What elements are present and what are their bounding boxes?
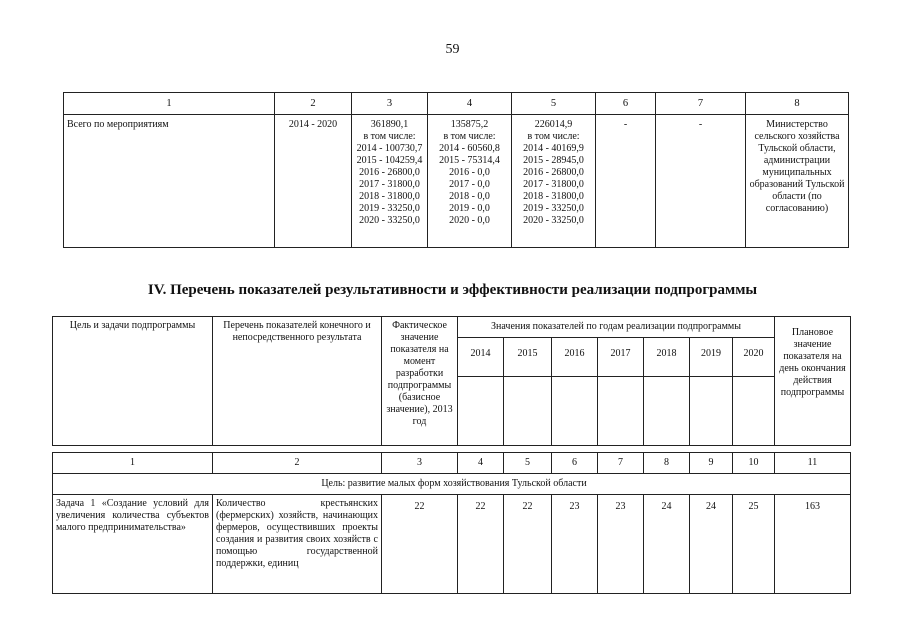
header-gap — [53, 446, 851, 453]
fin-intro: в том числе: — [527, 131, 580, 142]
col-number: 4 — [458, 453, 504, 474]
fin-year-line: 2020 - 33250,0 — [359, 215, 420, 226]
col-number: 8 — [644, 453, 690, 474]
fin-year-line: 2019 - 33250,0 — [359, 203, 420, 214]
fin-year-line: 2014 - 40169,9 — [523, 143, 584, 154]
fin-year-line: 2016 - 0,0 — [449, 167, 490, 178]
column-number-row — [64, 93, 849, 115]
fin-intro: в том числе: — [443, 131, 496, 142]
year-fill — [733, 377, 775, 446]
financing-regional — [512, 115, 596, 248]
fin-total-value: 361890,1 — [370, 119, 409, 130]
col-number: 6 — [552, 453, 598, 474]
fin-year-line: 2017 - 0,0 — [449, 179, 490, 190]
header-row — [53, 317, 851, 338]
fin-year-line: 2014 - 100730,7 — [356, 143, 423, 154]
header-year: 2020 — [733, 338, 775, 377]
indicator-description: Количество крестьянских (фермерских) хозяйств, начинающих фермеров, осуществивших проекты создания и развития своих хозяйств с помощью государственной поддержки, единиц — [213, 495, 382, 594]
col-number: 1 — [64, 93, 275, 115]
actual-value: 22 — [382, 495, 458, 594]
fin-total-value: 135875,2 — [450, 119, 489, 130]
total-row — [64, 115, 849, 248]
header-years-title: Значения показателей по годам реализации подпрограммы — [458, 317, 775, 338]
col-number: 5 — [512, 93, 596, 115]
year-fill — [552, 377, 598, 446]
column-number-row — [53, 453, 851, 474]
year-value: 25 — [733, 495, 775, 594]
header-year: 2014 — [458, 338, 504, 377]
year-value: 23 — [552, 495, 598, 594]
year-value: 22 — [504, 495, 552, 594]
header-year: 2015 — [504, 338, 552, 377]
fin-year-line: 2020 - 33250,0 — [523, 215, 584, 226]
year-fill — [598, 377, 644, 446]
year-value: 22 — [458, 495, 504, 594]
col-number: 4 — [428, 93, 512, 115]
year-fill — [504, 377, 552, 446]
financing-table — [63, 92, 849, 248]
task-description: Задача 1 «Создание условий для увеличения количества субъектов малого предпринимательства» — [53, 495, 213, 594]
fin-year-line: 2015 - 104259,4 — [356, 155, 423, 166]
col-number: 7 — [656, 93, 746, 115]
task-row — [53, 495, 851, 594]
fin-year-line: 2018 - 31800,0 — [523, 191, 584, 202]
header-indicators: Перечень показателей конечного и непосредственного результата — [213, 317, 382, 446]
col-number: 11 — [775, 453, 851, 474]
financing-other: - — [656, 115, 746, 248]
year-value: 24 — [690, 495, 733, 594]
fin-year-line: 2019 - 0,0 — [449, 203, 490, 214]
year-value: 24 — [644, 495, 690, 594]
year-fill — [458, 377, 504, 446]
header-year: 2016 — [552, 338, 598, 377]
col-number: 5 — [504, 453, 552, 474]
fin-year-line: 2017 - 31800,0 — [359, 179, 420, 190]
col-number: 2 — [275, 93, 352, 115]
page-number: 59 — [445, 42, 460, 57]
goal-row — [53, 474, 851, 495]
indicators-table — [52, 316, 851, 594]
period: 2014 - 2020 — [275, 115, 352, 248]
col-number: 3 — [382, 453, 458, 474]
fin-intro: в том числе: — [363, 131, 416, 142]
year-fill — [644, 377, 690, 446]
header-year: 2017 — [598, 338, 644, 377]
header-actual: Фактическое значение показателя на момент разработки подпрограммы (базисное значение), 2013 год — [382, 317, 458, 446]
col-number: 7 — [598, 453, 644, 474]
gap-cell — [53, 446, 851, 453]
header-goal: Цель и задачи подпрограммы — [53, 317, 213, 446]
col-number: 6 — [596, 93, 656, 115]
fin-year-line: 2015 - 75314,4 — [439, 155, 500, 166]
col-number: 8 — [746, 93, 849, 115]
executor: Министерство сельского хозяйства Тульской области, администрации муниципальных образований Тульской области (по согласованию) — [746, 115, 849, 248]
fin-year-line: 2017 - 31800,0 — [523, 179, 584, 190]
col-number: 2 — [213, 453, 382, 474]
header-planned: Плановое значение показателя на день окончания действия подпрограммы — [775, 317, 851, 446]
fin-year-line: 2018 - 31800,0 — [359, 191, 420, 202]
financing-local: - — [596, 115, 656, 248]
fin-year-line: 2016 - 26800,0 — [359, 167, 420, 178]
fin-total-value: 226014,9 — [534, 119, 573, 130]
fin-year-line: 2015 - 28945,0 — [523, 155, 584, 166]
header-year: 2018 — [644, 338, 690, 377]
fin-year-line: 2014 - 60560,8 — [439, 143, 500, 154]
col-number: 1 — [53, 453, 213, 474]
col-number: 10 — [733, 453, 775, 474]
fin-year-line: 2019 - 33250,0 — [523, 203, 584, 214]
fin-year-line: 2020 - 0,0 — [449, 215, 490, 226]
total-label: Всего по мероприятиям — [64, 115, 275, 248]
fin-year-line: 2018 - 0,0 — [449, 191, 490, 202]
fin-year-line: 2016 - 26800,0 — [523, 167, 584, 178]
year-fill — [690, 377, 733, 446]
planned-value: 163 — [775, 495, 851, 594]
header-year: 2019 — [690, 338, 733, 377]
col-number: 9 — [690, 453, 733, 474]
financing-federal — [428, 115, 512, 248]
year-value: 23 — [598, 495, 644, 594]
col-number: 3 — [352, 93, 428, 115]
financing-total — [352, 115, 428, 248]
section-title: IV. Перечень показателей результативности и эффективности реализации подпрограммы — [147, 282, 758, 298]
goal-text: Цель: развитие малых форм хозяйствования Тульской области — [53, 474, 851, 495]
